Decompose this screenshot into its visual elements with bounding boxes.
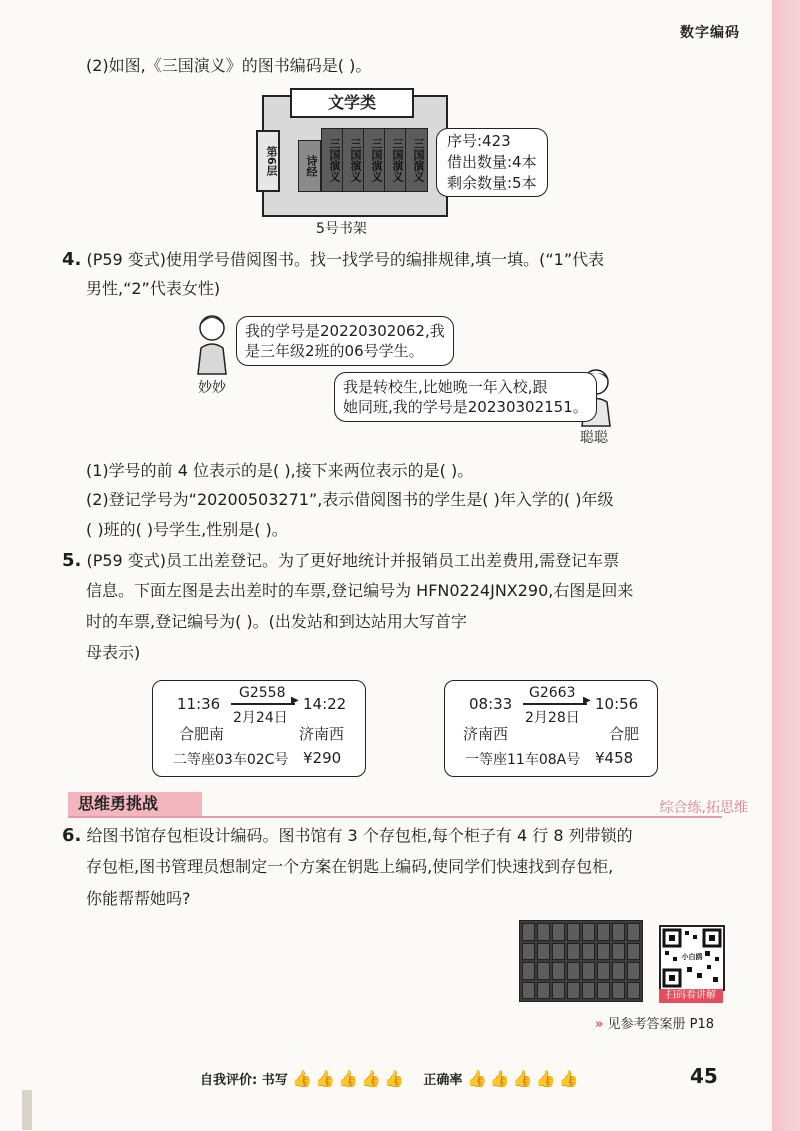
q4-line1: [62, 250, 604, 270]
accuracy-label: 正确率: [423, 1073, 463, 1088]
girl-bubble-line1: 我的学号是20220302062,我: [245, 322, 445, 340]
shelf-caption: 5号书架: [316, 221, 367, 237]
q5-line2: 信息。下面左图是去出差时的车票,登记编号为 HFN0224JNX290,右图是回来: [86, 581, 634, 600]
ticket-from-station: 合肥南: [179, 725, 225, 743]
accuracy-thumbs-icons[interactable]: 👍👍👍👍👍: [466, 1069, 582, 1088]
book-sanguo: 三国演义: [321, 128, 344, 192]
challenge-banner: 思维勇挑战: [68, 792, 202, 816]
q4-line2: 男性,“2”代表女性): [86, 279, 221, 298]
book-sanguo: 三国演义: [405, 128, 428, 192]
train-ticket-outbound: [152, 680, 366, 777]
boy-bubble-line1: 我是转校生,比她晚一年入校,跟: [343, 378, 548, 396]
ticket-seat: 一等座11车08A号: [465, 752, 581, 768]
qr-code[interactable]: [659, 925, 725, 991]
train-ticket-return: [444, 680, 658, 777]
info-remaining: 剩余数量:5本: [447, 174, 537, 192]
q5-line1: [62, 551, 619, 571]
girl-figure: [192, 310, 232, 376]
q5-line3: 时的车票,登记编号为( )。(出发站和到达站用大写首字: [86, 612, 467, 631]
challenge-subtitle: 综合练,拓思维: [659, 800, 748, 816]
shelf-floor-label: 第6层: [256, 130, 280, 192]
q5-line4: 母表示): [86, 643, 141, 662]
writing-label: 书写: [261, 1073, 288, 1088]
answer-reference: [595, 1015, 714, 1035]
q5-number: 5.: [62, 550, 82, 571]
ticket-train-number: G2558: [239, 685, 286, 701]
boy-name: 聪聪: [580, 430, 608, 446]
q6-line2: 存包柜,图书管理员想制定一个方案在钥匙上编码,使同学们快速找到存包柜,: [86, 857, 614, 876]
ticket-price: ¥290: [303, 749, 342, 767]
ticket-depart-time: 11:36: [177, 695, 221, 713]
q4-text-1: (P59 变式)使用学号借阅图书。找一找学号的编排规律,填一填。(“1”代表: [86, 250, 605, 269]
ticket-depart-time: 08:33: [469, 695, 513, 713]
page-number: 45: [690, 1064, 718, 1088]
ticket-seat: 二等座03车02C号: [173, 752, 289, 768]
q6-text-1: 给图书馆存包柜设计编码。图书馆有 3 个存包柜,每个柜子有 4 行 8 列带锁的: [86, 826, 633, 845]
arrow-head-icon: ▶: [583, 695, 591, 706]
book-sanguo: 三国演义: [342, 128, 365, 192]
ticket-from-station: 济南西: [463, 725, 509, 743]
boy-bubble-line2: 她同班,我的学号是20230302151。: [343, 398, 588, 416]
book-sanguo: 三国演义: [363, 128, 386, 192]
book-shijing: 诗经: [298, 140, 321, 192]
ticket-train-number: G2663: [529, 685, 576, 701]
self-eval-label: 自我评价:: [200, 1073, 258, 1088]
ticket-to-station: 合肥: [609, 725, 640, 743]
q4-sub2a: (2)登记学号为“20200503271”,表示借阅图书的学生是( )年入学的( )年级: [86, 490, 614, 509]
locker-image: [519, 920, 643, 1002]
q4-number: 4.: [62, 249, 82, 270]
writing-thumbs-icons[interactable]: 👍👍👍👍👍: [292, 1069, 407, 1088]
page-edge: [772, 0, 800, 1131]
girl-bubble-line2: 是三年级2班的06号学生。: [245, 342, 424, 360]
girl-name: 妙妙: [198, 380, 226, 396]
self-evaluation: [200, 1069, 582, 1091]
ticket-date: 2月28日: [525, 710, 580, 726]
info-lent: 借出数量:4本: [447, 153, 537, 171]
book-sanguo: 三国演义: [384, 128, 407, 192]
info-serial: 序号:423: [447, 132, 511, 150]
shelf-sign: 文学类: [290, 88, 414, 118]
section-header: 数字编码: [680, 25, 740, 41]
qr-logo: 小白鸥: [679, 951, 705, 963]
arrow-head-icon: ▶: [291, 695, 299, 706]
answer-reference-text: 见参考答案册 P18: [607, 1017, 715, 1032]
binding-gutter: [22, 1090, 32, 1130]
boy-speech-bubble: [334, 372, 597, 422]
ticket-arrive-time: 10:56: [595, 695, 639, 713]
ticket-date: 2月24日: [233, 710, 288, 726]
ticket-arrow-line: [523, 703, 587, 705]
ticket-arrive-time: 14:22: [303, 695, 347, 713]
scan-explain-button[interactable]: 扫码看讲解: [659, 989, 723, 1003]
book-info-bubble: [436, 128, 548, 197]
q4-sub2b: ( )班的( )号学生,性别是( )。: [86, 520, 288, 539]
ticket-to-station: 济南西: [299, 725, 345, 743]
double-chevron-icon: »: [595, 1017, 604, 1032]
q6-line3: 你能帮帮她吗?: [86, 889, 191, 908]
girl-speech-bubble: [236, 316, 454, 366]
q3-2-text: (2)如图,《三国演义》的图书编码是( )。: [86, 56, 372, 75]
challenge-divider: [68, 816, 722, 818]
q6-number: 6.: [62, 825, 82, 846]
ticket-price: ¥458: [595, 749, 634, 767]
ticket-arrow-line: [231, 703, 295, 705]
q5-text-1: (P59 变式)员工出差登记。为了更好地统计并报销员工出差费用,需登记车票: [86, 551, 620, 570]
q4-sub1: (1)学号的前 4 位表示的是( ),接下来两位表示的是( )。: [86, 461, 474, 480]
q6-line1: [62, 826, 633, 846]
